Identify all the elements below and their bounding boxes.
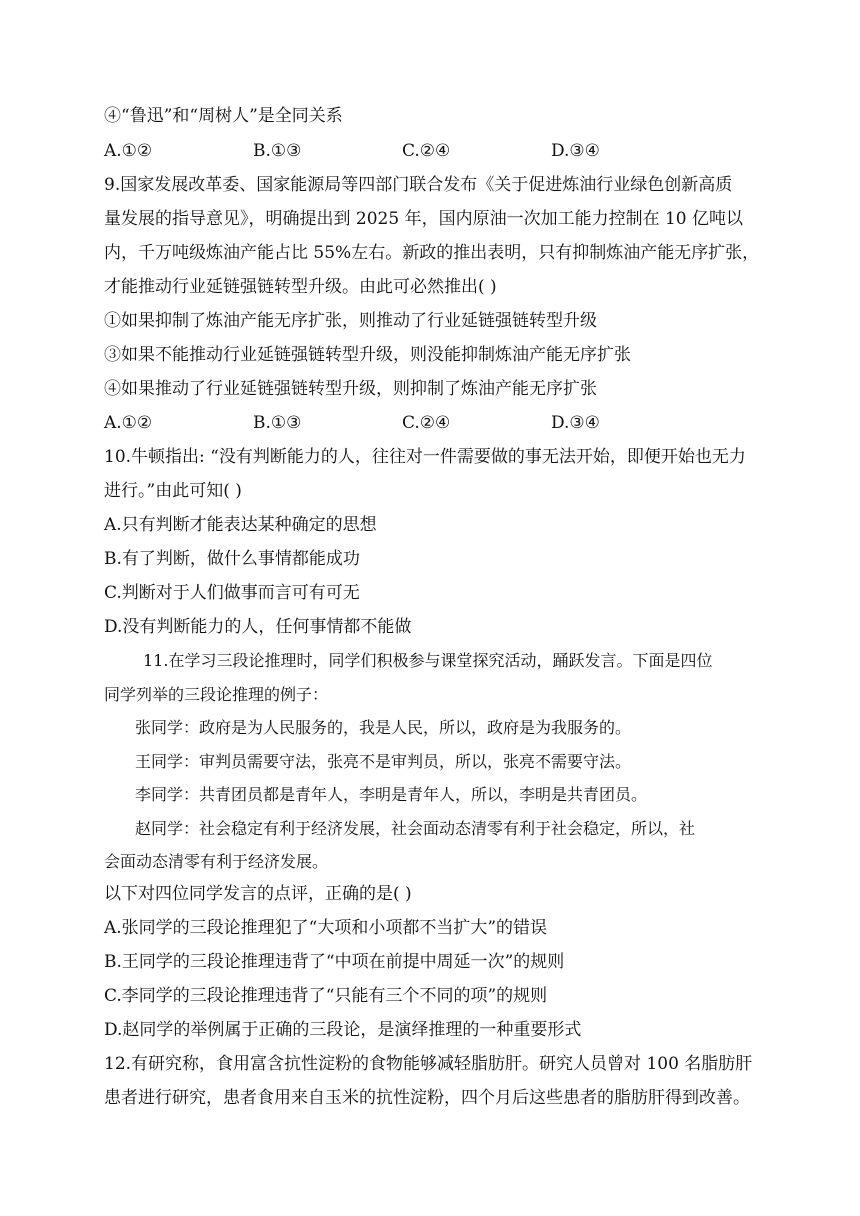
q9-stem-line: 量发展的指导意见》，明确提出到 2025 年，国内原油一次加工能力控制在 10 亿吨以 [104, 209, 744, 229]
q10-option-c: C.判断对于人们做事而言可有可无 [104, 583, 360, 603]
q8-option-a: A.①② [104, 141, 153, 161]
q9-item-3: ③如果不能推动行业延链强链转型升级，则没能抑制炼油产能无序扩张 [104, 345, 631, 365]
q9-item-1: ①如果抑制了炼油产能无序扩张，则推动了行业延链强链转型升级 [104, 311, 597, 331]
q11-example-li: 李同学：共青团员都是青年人，李明是青年人，所以，李明是共青团员。 [135, 785, 648, 804]
q11-intro-line: 同学列举的三段论推理的例子： [104, 685, 329, 704]
q11-question: 以下对四位同学发言的点评，正确的是( ) [104, 884, 412, 904]
q12-stem-line: 患者进行研究，患者食用来自玉米的抗性淀粉，四个月后这些患者的脂肪肝得到改善。 [104, 1088, 750, 1108]
q10-option-b: B.有了判断，做什么事情都能成功 [104, 549, 360, 569]
q11-option-a: A.张同学的三段论推理犯了“大项和小项都不当扩大”的错误 [104, 918, 548, 938]
q11-example-zhao-cont: 会面动态清零有利于经济发展。 [104, 852, 329, 871]
q10-stem-line: 进行。”由此可知( ) [104, 481, 242, 501]
q11-example-zhang: 张同学：政府是为人民服务的，我是人民，所以，政府是为我服务的。 [135, 718, 632, 737]
q8-item-4: ④“鲁迅”和“周树人”是全同关系 [104, 106, 343, 126]
q11-option-d: D.赵同学的举例属于正确的三段论，是演绎推理的一种重要形式 [104, 1020, 582, 1040]
q11-intro-line: 11.在学习三段论推理时，同学们积极参与课堂探究活动，踊跃发言。下面是四位 [143, 651, 713, 670]
q11-option-b: B.王同学的三段论推理违背了“中项在前提中周延一次”的规则 [104, 952, 565, 972]
q8-option-b: B.①③ [253, 141, 302, 161]
q8-options [104, 139, 770, 163]
q11-option-c: C.李同学的三段论推理违背了“只能有三个不同的项”的规则 [104, 986, 548, 1006]
q9-item-4: ④如果推动了行业延链强链转型升级，则抑制了炼油产能无序扩张 [104, 379, 597, 399]
q8-option-c: C.②④ [402, 141, 451, 161]
q11-example-wang: 王同学：审判员需要守法，张亮不是审判员，所以，张亮不需要守法。 [135, 752, 632, 771]
q10-option-d: D.没有判断能力的人，任何事情都不能做 [104, 617, 412, 637]
q9-option-b: B.①③ [253, 413, 302, 433]
q9-options [104, 411, 770, 435]
q12-stem-line: 12.有研究称，食用富含抗性淀粉的食物能够减轻脂肪肝。研究人员曾对 100 名脂肪肝 [104, 1054, 753, 1074]
q9-option-c: C.②④ [402, 413, 451, 433]
q11-example-zhao: 赵同学：社会稳定有利于经济发展，社会面动态清零有利于社会稳定，所以，社 [135, 819, 696, 838]
q9-stem-line: 9.国家发展改革委、国家能源局等四部门联合发布《关于促进炼油行业绿色创新高质 [104, 175, 733, 195]
q9-stem-line: 内，千万吨级炼油产能占比 55%左右。新政的推出表明，只有抑制炼油产能无序扩张， [104, 243, 760, 263]
q10-stem-line: 10.牛顿指出: “没有判断能力的人，往往对一件需要做的事无法开始，即便开始也无力 [104, 447, 746, 467]
q8-option-d: D.③④ [551, 141, 600, 161]
q9-stem-line: 才能推动行业延链强链转型升级。由此可必然推出( ) [104, 277, 497, 297]
q10-option-a: A.只有判断才能表达某种确定的思想 [104, 515, 377, 535]
q9-option-d: D.③④ [551, 413, 600, 433]
q9-option-a: A.①② [104, 413, 153, 433]
